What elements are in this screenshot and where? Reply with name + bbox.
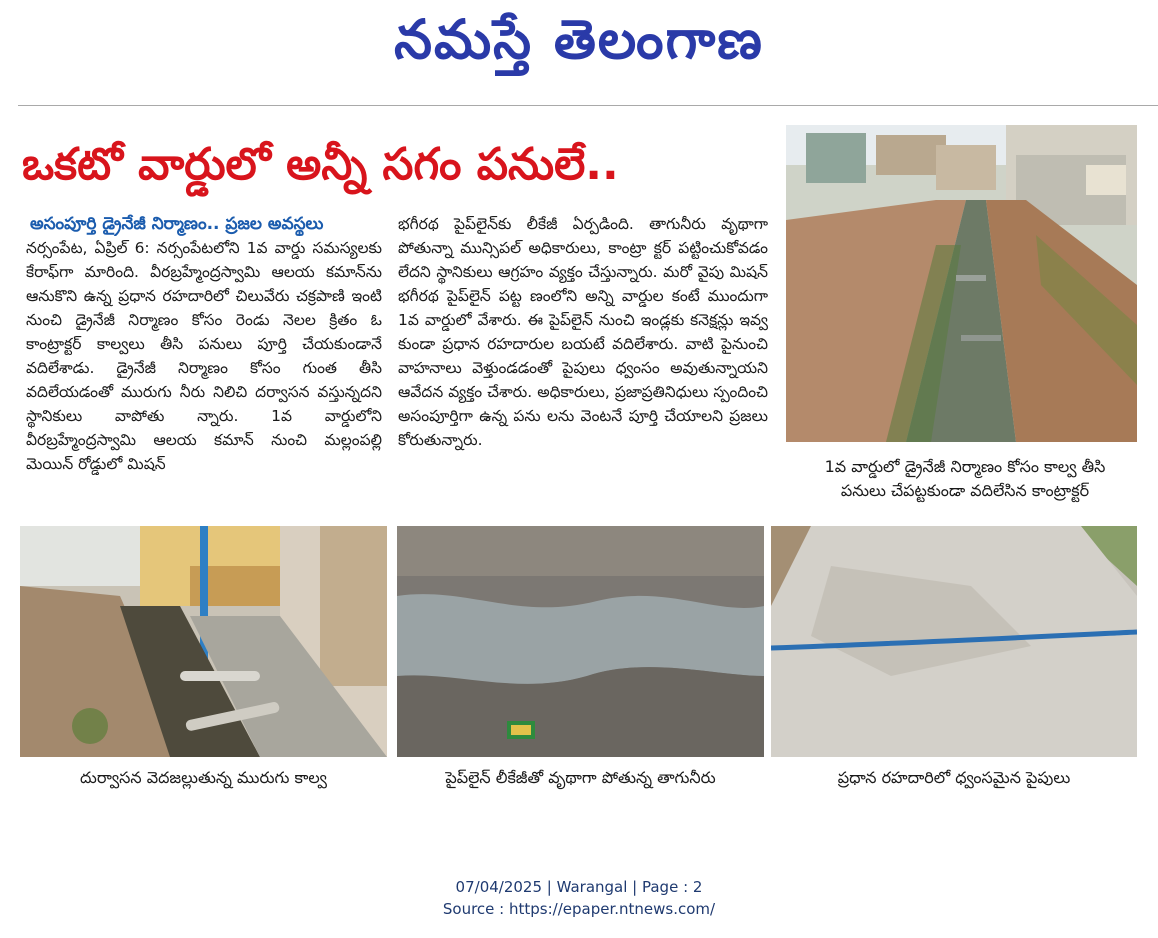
article-body-column-1 (26, 236, 382, 476)
photo-caption-bottom-left: దుర్వాసన వెదజల్లుతున్న మురుగు కాల్వ (80, 768, 327, 787)
photo-drain-trench (786, 125, 1137, 442)
photo-sewage-drain (20, 526, 387, 757)
article-body-column-2 (398, 212, 768, 452)
masthead-divider (18, 105, 1158, 106)
photo-damaged-pipes (771, 526, 1137, 757)
footer-source-link[interactable]: Source : https://epaper.ntnews.com/ (442, 900, 716, 918)
photo-caption-main: 1వ వార్డులో డ్రైనేజీ నిర్మాణం కోసం కాల్వ తీసి పనులు చేపట్టకుండా వదిలేసిన కాంట్రాక్టర్ (824, 457, 1106, 500)
photo-pipeline-leak (397, 526, 764, 757)
photo-caption-bottom-mid: పైప్‌లైన్ లీకేజీతో వృథాగా పోతున్న తాగునీరు (445, 768, 716, 787)
body-paragraph: భగీరథ పైప్‌లైన్‌కు లీకేజీ ఏర్పడింది. తాగునీరు వృథాగా పోతున్నా మున్సిపల్ అధికారులు, కాంట్రా క్టర్ పట్టించుకోవడం లేదని స్థానికులు ఆగ్రహం వ్యక్తం చేస్తున్నారు. మరో వైపు మిషన్ భగీరథ పైప్‌లైన్ పట్ట ణంలోని అన్ని వార్డుల కంటే ముందుగా 1వ వార్డులో వేశారు. ఈ పైప్‌లైన్ నుంచి ఇండ్లకు కనెక్షన్లు ఇవ్వ కుండా ప్రధాన రహదారుల బయటే వదిలేశారు. వాటి పైనుంచి వాహనాలు వెళ్తుండడంతో పైపులు ధ్వంసం అవుతున్నాయని ఆవేదన వ్యక్తం చేశారు. అధికారులు, ప్రజాప్రతినిధులు స్పందించి అసంపూర్తిగా ఉన్న పను లను వెంటనే పూర్తి చేయాలని ప్రజలు కోరుతున్నారు. (398, 215, 768, 449)
footer-edition-info: 07/04/2025 | Warangal | Page : 2 (455, 878, 703, 896)
article-subhead: అసంపూర్తి డ్రైనేజీ నిర్మాణం.. ప్రజల అవస్థలు (30, 214, 324, 234)
article-headline: ఒకటో వార్డులో అన్నీ సగం పనులే.. (22, 139, 619, 190)
photo-caption-bottom-right: ప్రధాన రహదారిలో ధ్వంసమైన పైపులు (837, 768, 1071, 787)
body-paragraph: నర్సంపేట, ఏప్రిల్ 6: నర్సంపేటలోని 1వ వార్డు సమస్యలకు కేరాఫ్‌గా మారింది. వీరబ్రహ్మేంద్రస్వామి ఆలయ కమాన్‌ను ఆనుకొని ఉన్న ప్రధాన రహదారిలో చిలువేరు చక్రపాణి ఇంటి నుంచి డ్రైనేజీ నిర్మాణం కోసం రెండు నెలల క్రితం ఓ కాంట్రాక్టర్ కాల్వలు తీసి పనులు పూర్తి చేయకుండానే వదిలేశాడు. డ్రైనేజీ నిర్మాణం కోసం గుంత తీసి వదిలేయడంతో మురుగు నీరు నిలిచి దర్వాసన వస్తున్నదని స్థానికులు వాపోతు న్నారు. 1వ వార్డులోని వీరబ్రహ్మేంద్రస్వామి ఆలయ కమాన్ నుంచి మల్లంపల్లి మెయిన్ రోడ్డులో మిషన్ (26, 239, 382, 473)
masthead-logo: నమస్తే తెలంగాణ (394, 8, 764, 71)
